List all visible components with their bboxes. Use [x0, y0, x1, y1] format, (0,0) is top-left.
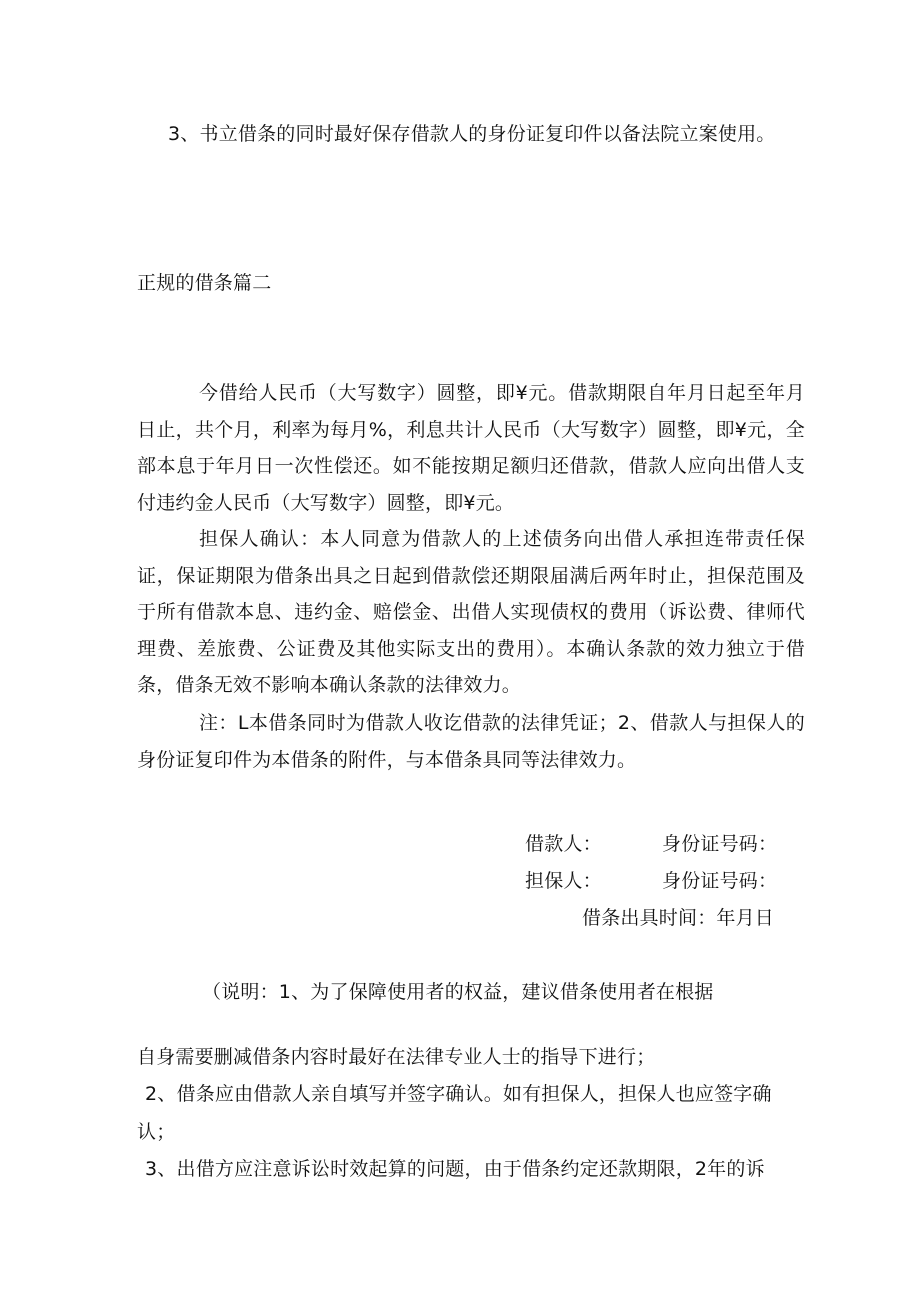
body-paragraph-guarantee: 担保人确认：本人同意为借款人的上述债务向出借人承担连带责任保证，保证期限为借条出具之日起到借款偿还期限届满后两年时止，担保范围及于所有借款本息、违约金、赔偿金、出借人实现债权的费用（诉讼费、律师代理费、差旅费、公证费及其他实际支出的费用）。本确认条款的效力独立于借条，借条无效不影响本确认条款的法律效力。 — [137, 528, 805, 696]
notes-intro: （说明：1、为了保障使用者的权益，建议借条使用者在根据 — [202, 981, 714, 1003]
body-paragraph-loan: 今借给人民币（大写数字）圆整，即¥元。借款期限自年月日起至年月日止，共个月，利率为每月%，利息共计人民币（大写数字）圆整，即¥元，全部本息于年月日一次性偿还。如不能按期足额归还借款，借款人应向出借人支付违约金人民币（大写数字）圆整，即¥元。 — [137, 382, 805, 514]
guarantor-id-label: 身份证号码： — [662, 870, 778, 892]
guarantor-label: 担保人： — [525, 870, 602, 892]
section-title: 正规的借条篇二 — [137, 272, 272, 294]
notes-line1: 自身需要删减借条内容时最好在法律专业人士的指导下进行； — [137, 1046, 656, 1068]
body-paragraph-note: 注：L本借条同时为借款人收讫借款的法律凭证；2、借款人与担保人的身份证复印件为本借条的附件，与本借条具同等法律效力。 — [137, 712, 805, 771]
issue-time-label: 借条出具时间：年月日 — [582, 907, 775, 929]
notes-item2-cont: 认； — [137, 1121, 176, 1143]
notes-item3: 3、出借方应注意诉讼时效起算的问题，由于借条约定还款期限，2年的诉 — [145, 1158, 765, 1180]
borrower-label: 借款人： — [525, 833, 602, 855]
intro-note: 3、书立借条的同时最好保存借款人的身份证复印件以备法院立案使用。 — [168, 123, 776, 145]
notes-item2: 2、借条应由借款人亲自填写并签字确认。如有担保人，担保人也应签字确 — [145, 1083, 772, 1105]
borrower-id-label: 身份证号码： — [662, 833, 778, 855]
